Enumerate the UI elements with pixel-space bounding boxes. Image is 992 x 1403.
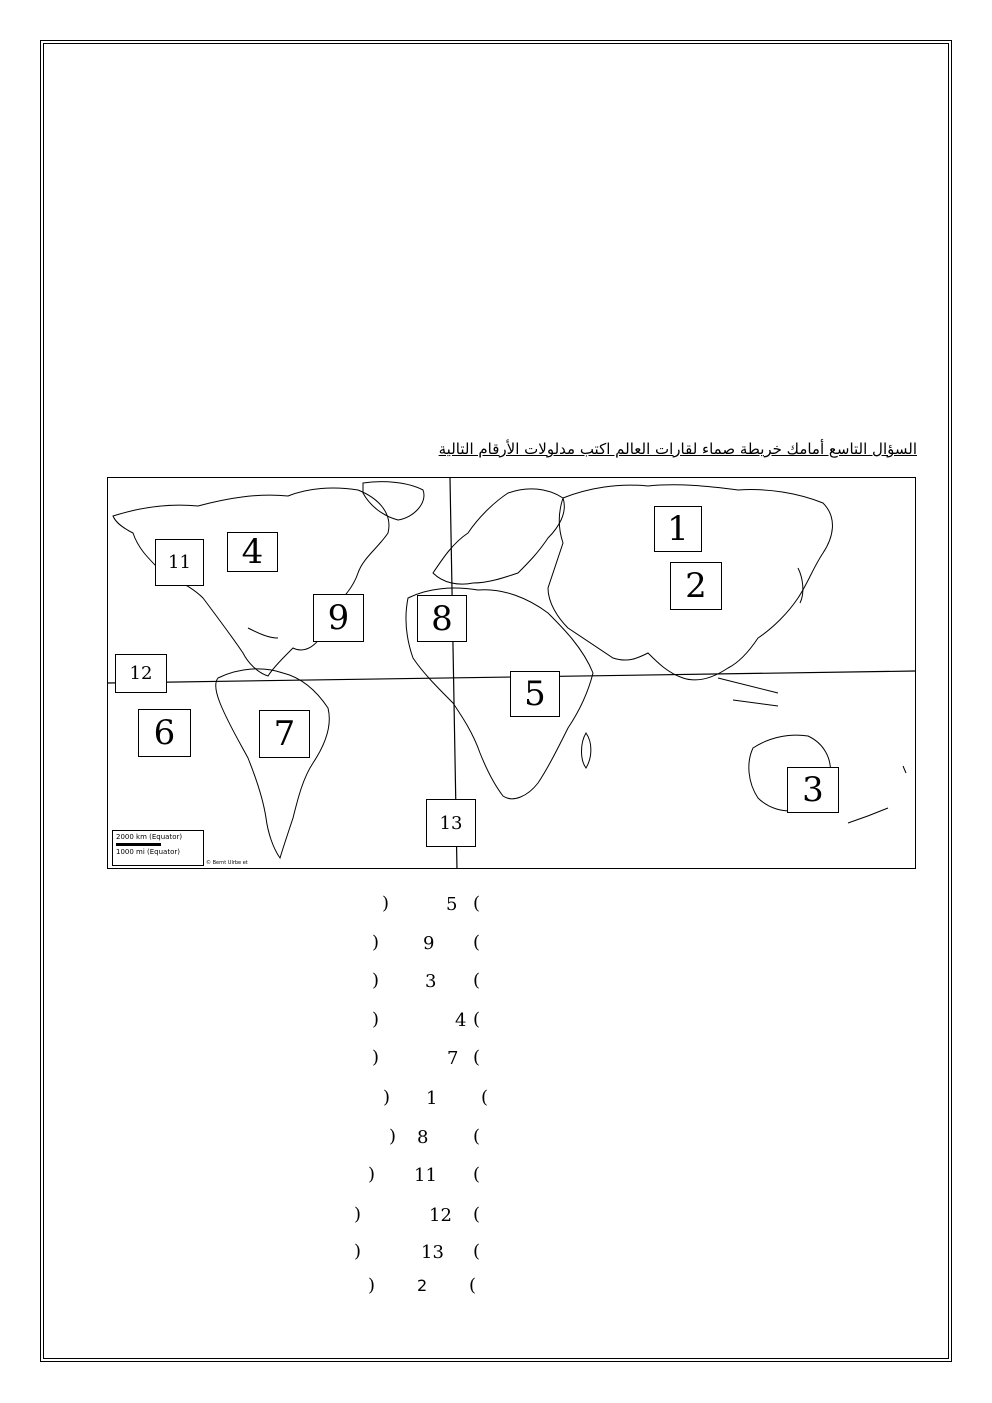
answer-paren-close: ) — [372, 1047, 380, 1068]
south-america-outline — [216, 669, 330, 858]
scalebar-km-label: 2000 km (Equator) — [116, 833, 183, 841]
answer-value: 3 — [425, 971, 437, 992]
answer-paren-close: ) — [372, 932, 380, 953]
answer-paren-close: ) — [382, 893, 390, 914]
answer-value: 1 — [426, 1088, 438, 1109]
map-scalebar — [112, 830, 204, 866]
answer-value: 8 — [417, 1127, 429, 1148]
greenland-outline — [363, 482, 424, 520]
answer-paren-close: ) — [368, 1275, 376, 1296]
answer-paren-close: ) — [372, 970, 380, 991]
map-label-4: 4 — [227, 532, 278, 572]
answer-value: 11 — [414, 1165, 437, 1186]
map-label-2: 2 — [670, 562, 722, 610]
europe-outline — [433, 489, 564, 584]
answer-paren-close: ) — [354, 1204, 362, 1225]
answer-paren-open: ( — [469, 1275, 477, 1296]
answer-paren-open: ( — [473, 932, 481, 953]
map-credit: © Bernt Ulrbe et — [206, 860, 248, 866]
map-label-5: 5 — [510, 671, 560, 717]
answer-value: 7 — [447, 1048, 459, 1069]
answer-paren-close: ) — [389, 1126, 397, 1147]
answer-value: 9 — [423, 933, 435, 954]
answer-paren-close: ) — [368, 1164, 376, 1185]
map-label-3: 3 — [787, 767, 839, 813]
answer-value: 5 — [446, 894, 458, 915]
map-label-11: 11 — [155, 539, 204, 586]
answer-value: 4 — [455, 1010, 467, 1031]
answer-value: 12 — [429, 1205, 452, 1226]
answer-paren-open: ( — [481, 1087, 489, 1108]
map-label-12: 12 — [115, 654, 167, 693]
map-label-9: 9 — [313, 594, 364, 642]
answer-paren-open: ( — [473, 1047, 481, 1068]
scalebar-bar — [116, 843, 161, 846]
scalebar-mi-label: 1000 mi (Equator) — [116, 848, 180, 856]
question-heading: السؤال التاسع أمامك خريطة صماء لقارات العالم اكتب مدلولات الأرقام التالية — [438, 440, 917, 458]
answer-paren-close: ) — [383, 1087, 391, 1108]
answer-paren-open: ( — [473, 1164, 481, 1185]
answer-paren-open: ( — [473, 970, 481, 991]
answer-paren-open: ( — [473, 1204, 481, 1225]
map-label-6: 6 — [138, 709, 191, 757]
map-label-1: 1 — [654, 506, 702, 552]
answer-paren-open: ( — [473, 1126, 481, 1147]
map-label-7: 7 — [259, 710, 310, 758]
madagascar-outline — [582, 733, 591, 768]
map-label-8: 8 — [417, 595, 467, 642]
map-label-13: 13 — [426, 799, 476, 847]
world-map — [107, 477, 916, 869]
answer-paren-close: ) — [372, 1009, 380, 1030]
answer-paren-open: ( — [473, 1009, 481, 1030]
answer-paren-open: ( — [473, 1241, 481, 1262]
answer-value: 13 — [421, 1242, 444, 1263]
answer-paren-close: ) — [354, 1241, 362, 1262]
answer-paren-open: ( — [473, 893, 481, 914]
answer-value: 2 — [417, 1276, 428, 1295]
